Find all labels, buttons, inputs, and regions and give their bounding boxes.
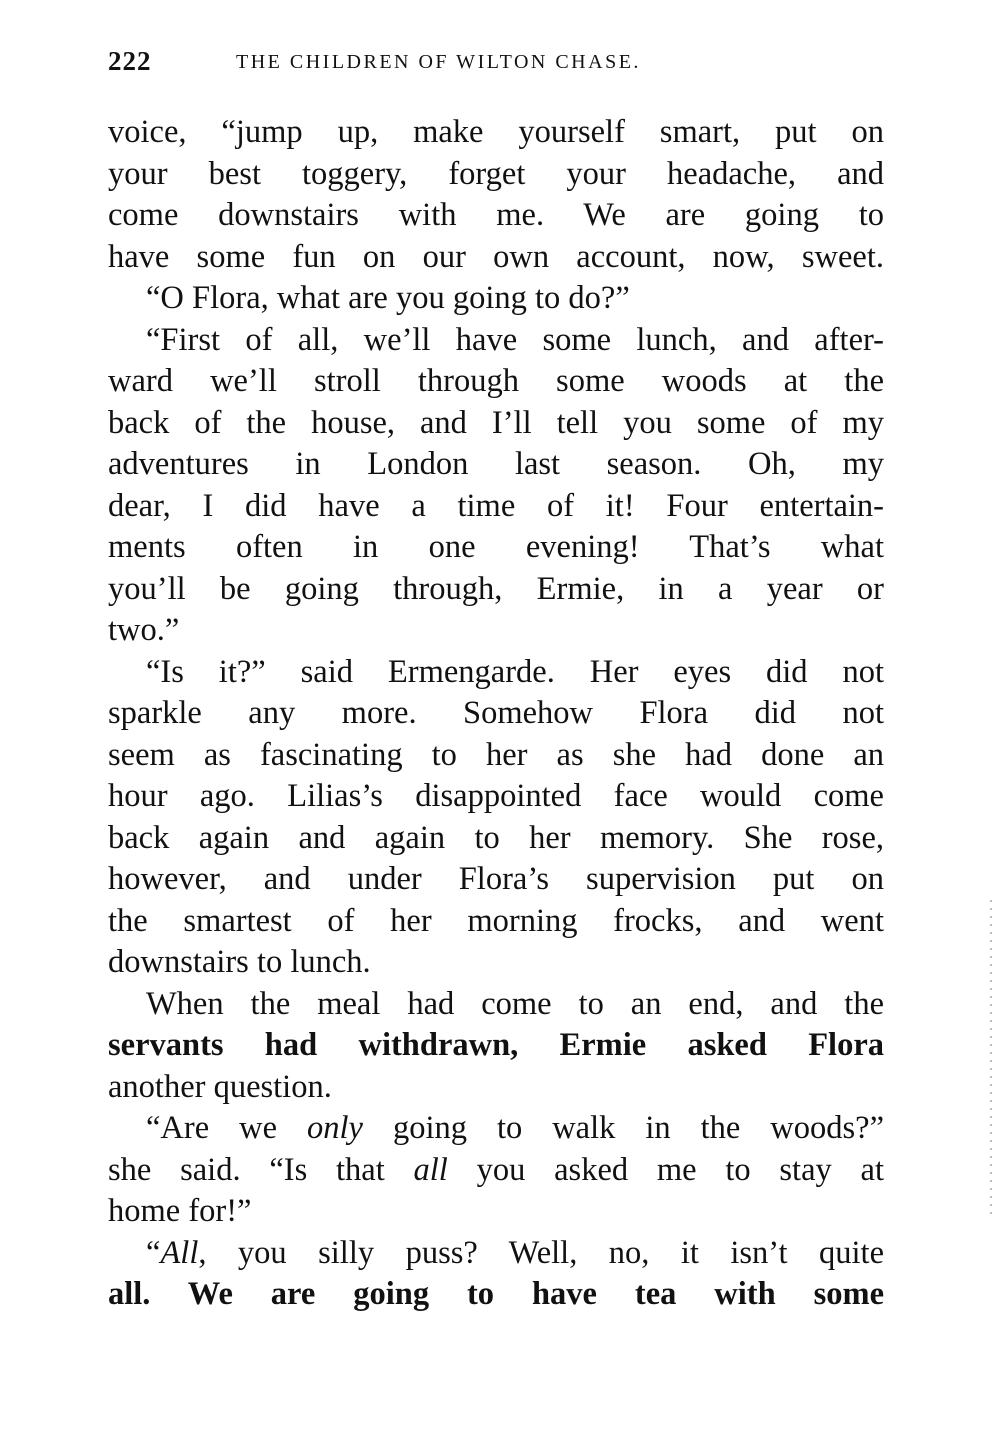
- text-line: the smartest of her morning frocks, and went: [108, 902, 884, 939]
- text-line: come downstairs with me. We are going to: [108, 197, 884, 233]
- text-line: you’ll be going through, Ermie, in a year or: [108, 570, 884, 607]
- text-line: all. We are going to have tea with some: [108, 1276, 884, 1312]
- body-text: [108, 112, 884, 1316]
- text-line: two.”: [108, 612, 180, 648]
- emphasis: all: [413, 1151, 448, 1188]
- text-line: [108, 1150, 884, 1192]
- text-run: , you silly puss? Well, no, it isn’t quite: [198, 1234, 884, 1271]
- text-line: back again and again to her memory. She rose,: [108, 819, 884, 856]
- text-line: “Is it?” said Ermengarde. Her eyes did not: [146, 653, 884, 690]
- text-run: you asked me to stay at: [447, 1151, 884, 1188]
- emphasis: only: [307, 1110, 363, 1146]
- emphasis: All: [160, 1234, 199, 1271]
- text-line: [108, 1108, 884, 1150]
- margin-artifact: [990, 900, 992, 1220]
- text-line: sparkle any more. Somehow Flora did not: [108, 695, 884, 731]
- text-line: back of the house, and I’ll tell you some of my: [108, 404, 884, 441]
- text-line: dear, I did have a time of it! Four entertain-: [108, 487, 884, 524]
- text-line: ward we’ll stroll through some woods at the: [108, 363, 884, 399]
- text-run: “Are we: [146, 1110, 307, 1146]
- text-line: voice, “jump up, make yourself smart, put on: [108, 114, 884, 150]
- text-run: “: [146, 1234, 161, 1271]
- text-run: she said. “Is that: [108, 1151, 414, 1188]
- text-line: ments often in one evening! That’s what: [108, 529, 884, 565]
- text-run: going to walk in the woods?”: [362, 1110, 885, 1146]
- text-line: downstairs to lunch.: [108, 944, 371, 980]
- text-line: “First of all, we’ll have some lunch, and after-: [146, 321, 884, 358]
- page-number: 222: [108, 46, 152, 76]
- text-line: seem as fascinating to her as she had done an: [108, 736, 884, 773]
- text-line: “O Flora, what are you going to do?”: [146, 280, 630, 316]
- page-header: [108, 46, 884, 78]
- text-line: home for!”: [108, 1193, 252, 1229]
- text-line: however, and under Flora’s supervision put on: [108, 861, 884, 897]
- text-line: another question.: [108, 1068, 332, 1105]
- text-line: have some fun on our own account, now, sweet.: [108, 238, 884, 275]
- text-line: adventures in London last season. Oh, my: [108, 446, 884, 482]
- text-line: hour ago. Lilias’s disappointed face would come: [108, 778, 884, 814]
- text-line: When the meal had come to an end, and the: [146, 985, 884, 1022]
- text-line: your best toggery, forget your headache, and: [108, 155, 884, 192]
- text-line: [108, 1233, 884, 1275]
- running-title: THE CHILDREN OF WILTON CHASE.: [236, 51, 641, 73]
- text-line: servants had withdrawn, Ermie asked Flora: [108, 1027, 884, 1063]
